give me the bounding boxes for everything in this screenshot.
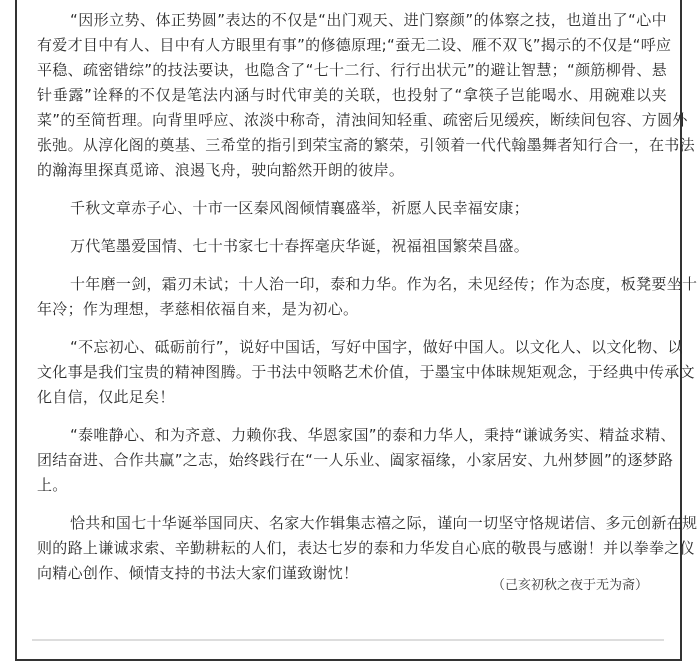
paragraph (37, 272, 698, 322)
paragraph-line: 文化事是我们宝贵的精神图腾。于书法中领略艺术价值，于墨宝中体昧规矩观念，于经典中传承文 (37, 363, 695, 381)
paragraph-line: “因形立势、体正势圆”表达的不仅是“出门观天、进门察颜”的体察之技，也道出了“心中 (70, 11, 667, 29)
paragraph (37, 196, 667, 221)
paragraph (37, 234, 667, 259)
paragraph-line: 平稳、疏密错综”的技法要诀，也隐含了“七十二行、行行出状元”的避让智慧；“颜筋柳骨、悬 (37, 61, 667, 79)
paragraph (37, 511, 698, 586)
paragraph (37, 8, 695, 183)
divider (32, 639, 664, 641)
paragraph (37, 335, 695, 410)
paragraph-line: 化自信，仅此足矣！ (37, 388, 175, 406)
paragraph-line: 针垂露”诠释的不仅是笔法内涵与时代审美的关联，也投射了“拿筷子岂能喝水、用碗难以夹 (37, 86, 667, 104)
article-body (37, 8, 698, 599)
paragraph-line: 十年磨一剑，霜刃未试；十人治一印，泰和力华。作为名，未见经传；作为态度，板凳要坐十 (70, 275, 698, 293)
paragraph-line: 有爱才目中有人、目中有人方眼里有事”的修德原理;“蚕无二设、雁不双飞”揭示的不仅是“呼应 (37, 36, 672, 54)
paragraph-line: 千秋文章赤子心、十市一区秦风阁倾情襄盛举，祈愿人民幸福安康； (70, 199, 530, 217)
paragraph-line: 张弛。从淳化阁的奠基、三希堂的指引到荣宝斋的繁荣，引领着一代代翰墨舞者知行合一，在书法 (37, 136, 695, 154)
paragraph-line: 恰共和国七十华诞举国同庆、名家大作辑集志禧之际，谨向一切坚守恪规诺信、多元创新在规 (70, 514, 698, 532)
signature: （己亥初秋之夜于无为斋） (491, 578, 648, 593)
paragraph-line: 向精心创作、倾情支持的书法大家们谨致谢忱！ (37, 564, 359, 582)
paragraph-line: 上。 (37, 476, 68, 494)
paragraph-line: 团结奋进、合作共赢”之志，始终践行在“一人乐业、阖家福缘，小家居安、九州梦圆”的逐梦路 (37, 451, 674, 469)
paragraph-line: “不忘初心、砥砺前行”，说好中国话，写好中国字，做好中国人。以文化人、以文化物、以 (70, 338, 683, 356)
paragraph-line: 年冷；作为理想，孝慈相依福自来，是为初心。 (37, 300, 359, 318)
paragraph-line: 则的路上谦诚求索、辛勤耕耘的人们，表达七岁的泰和力华发自心底的敬畏与感谢！并以拳拳之仪 (37, 539, 695, 557)
paragraph-line: 菜”的至简哲理。向背里呼应、浓淡中称奇，清浊间知轻重、疏密后见缓疾，断续间包容、方圆外 (37, 111, 688, 129)
paragraph (37, 423, 676, 498)
paragraph-line: 的瀚海里探真觅谛、浪遏飞舟，驶向豁然开朗的彼岸。 (37, 161, 405, 179)
paragraph-line: “泰唯静心、和为齐意、力赖你我、华恩家国”的泰和力华人，秉持“谦诚务实、精益求精、 (70, 426, 676, 444)
paragraph-line: 万代笔墨爱国情、七十书家七十春挥毫庆华诞，祝福祖国繁荣昌盛。 (70, 237, 530, 255)
